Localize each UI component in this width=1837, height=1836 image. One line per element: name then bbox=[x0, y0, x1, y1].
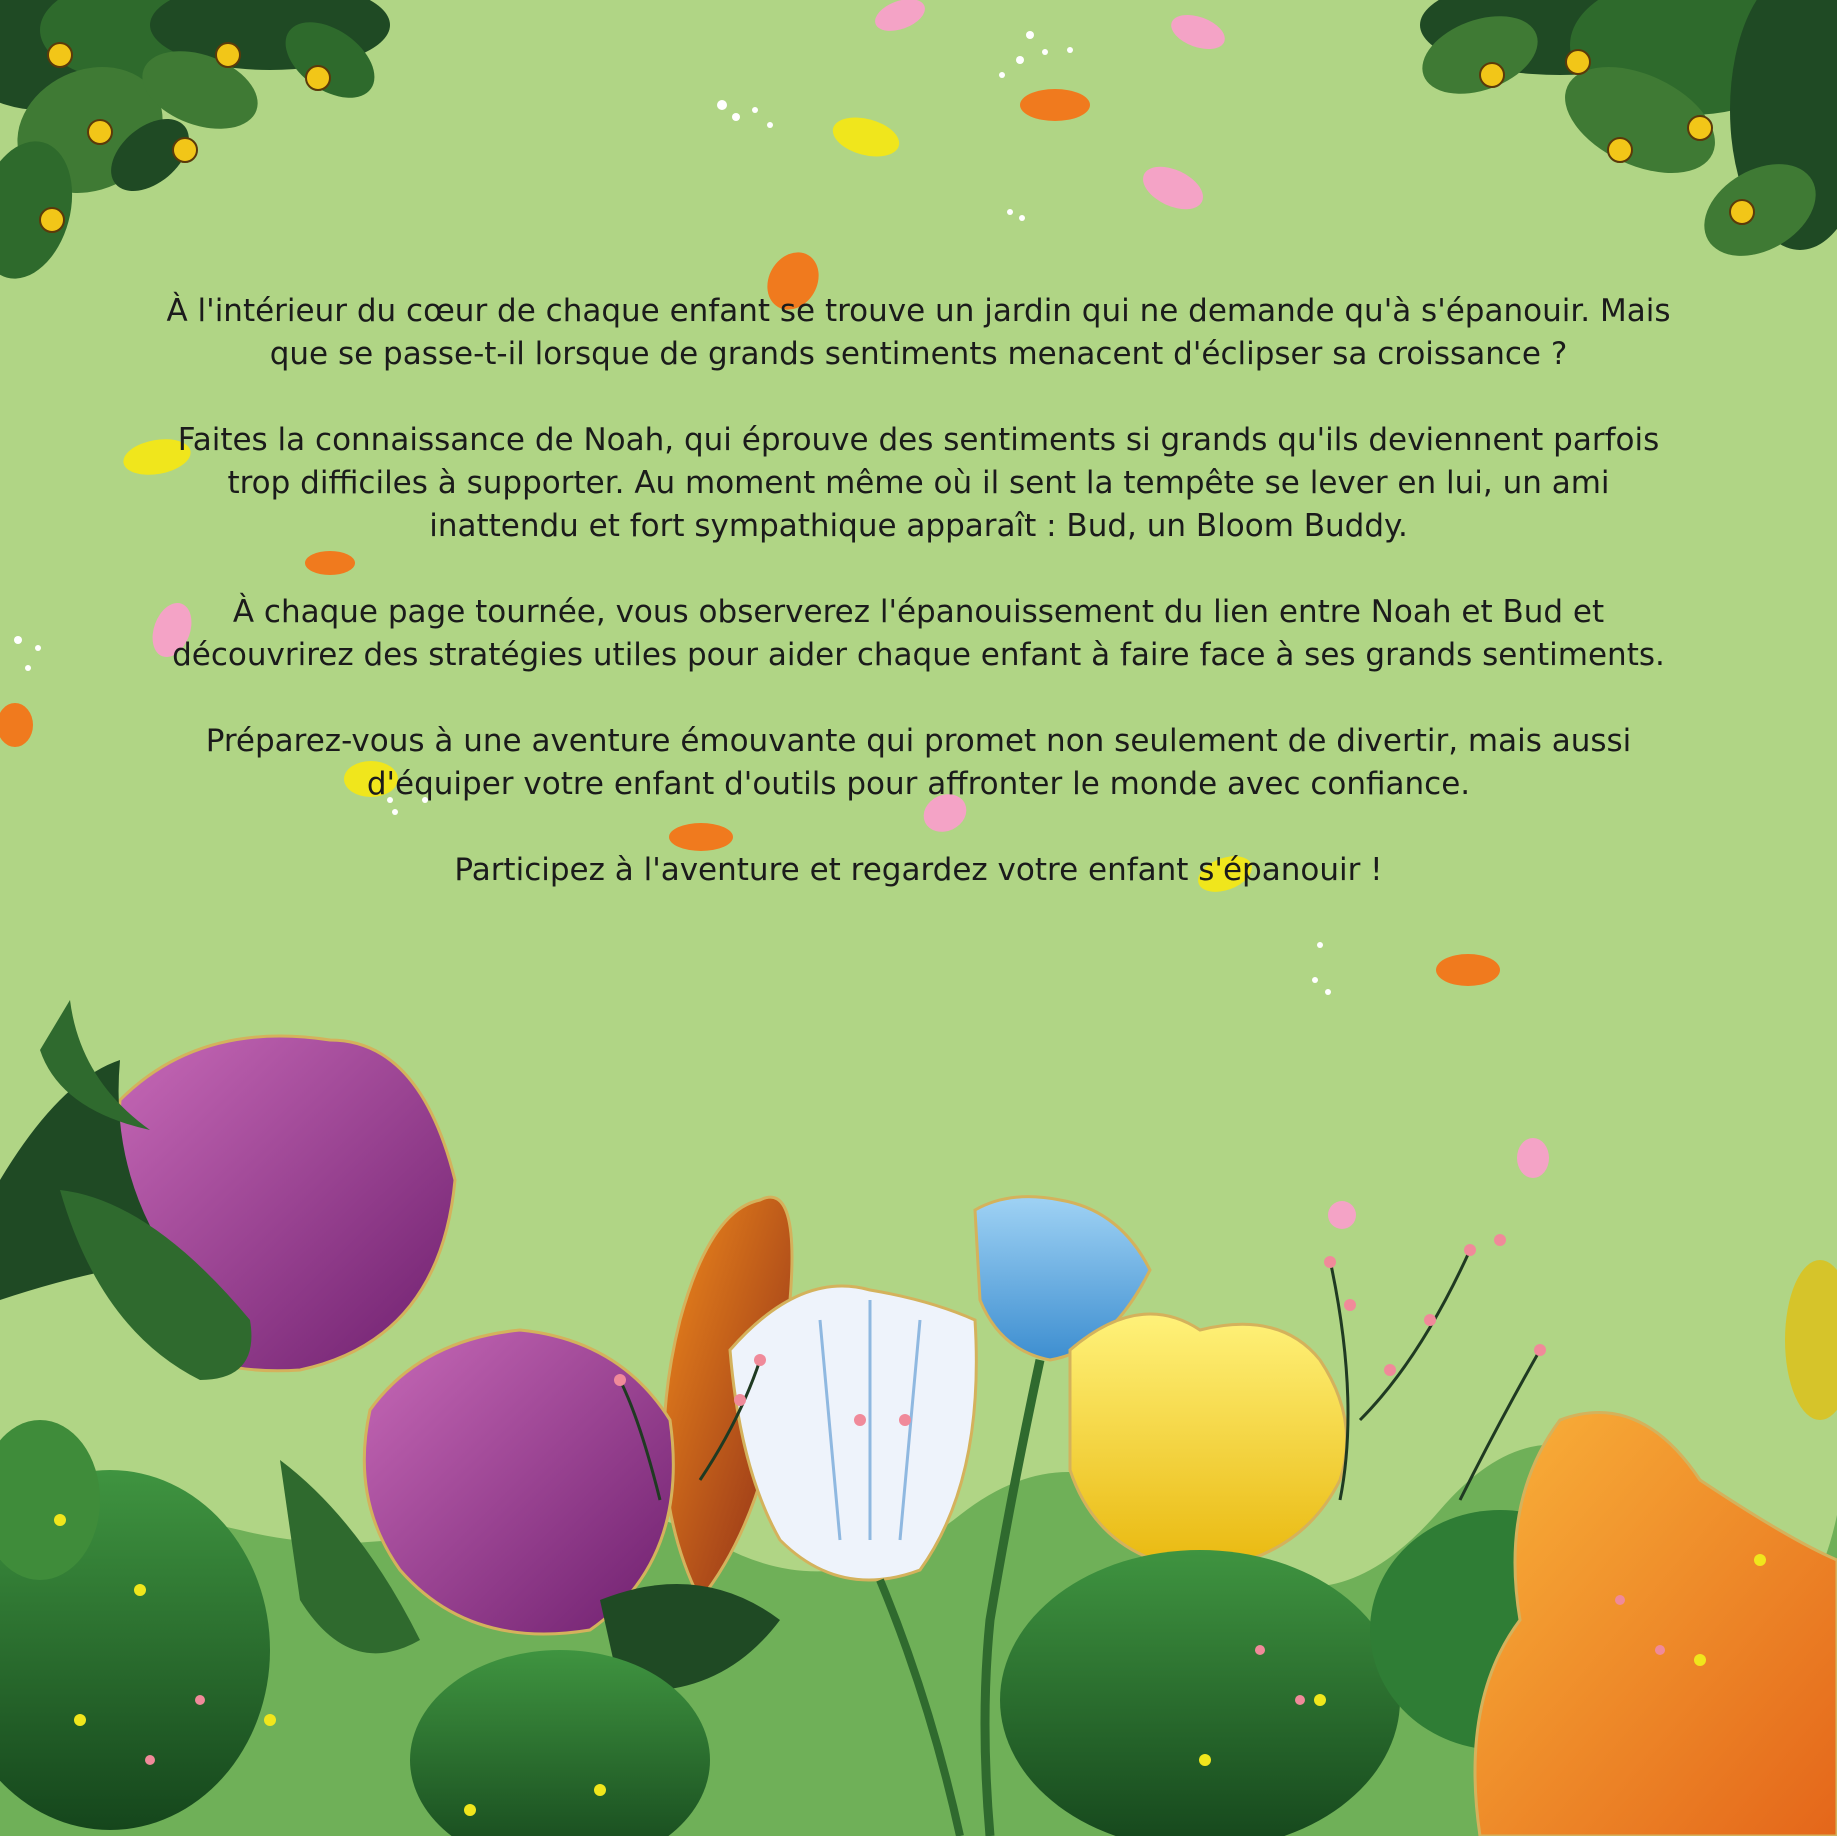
paragraph-each-page: À chaque page tournée, vous observerez l'épanouissement du lien entre Noah et Bud et découvrirez des stratégies utiles pour aider chaque enfant à faire face à ses grands sentiments. bbox=[172, 594, 1665, 673]
back-cover-blurb bbox=[150, 290, 1687, 892]
top-right-foliage bbox=[1412, 0, 1837, 275]
purple-tulip-large bbox=[0, 1000, 455, 1380]
orange-leaf-plant bbox=[1475, 1413, 1837, 1836]
paragraph-intro: À l'intérieur du cœur de chaque enfant se trouve un jardin qui ne demande qu'à s'épanouir. Mais que se passe-t-il lorsque de grands sentiments menacent d'éclipser sa croissance ? bbox=[166, 293, 1671, 372]
paragraph-closing: Participez à l'aventure et regardez votre enfant s'épanouir ! bbox=[454, 852, 1383, 888]
paragraph-meet-noah: Faites la connaissance de Noah, qui éprouve des sentiments si grands qu'ils deviennent parfois trop difficiles à supporter. Au moment même où il sent la tempête se lever en lui, un ami inattendu et fort sympathique apparaît : Bud, un Bloom Buddy. bbox=[177, 422, 1660, 544]
paragraph-get-ready: Préparez-vous à une aventure émouvante qui promet non seulement de divertir, mais aussi d'équiper votre enfant d'outils pour affronter le monde avec confiance. bbox=[205, 723, 1632, 802]
yellow-tulip bbox=[1070, 1314, 1347, 1570]
